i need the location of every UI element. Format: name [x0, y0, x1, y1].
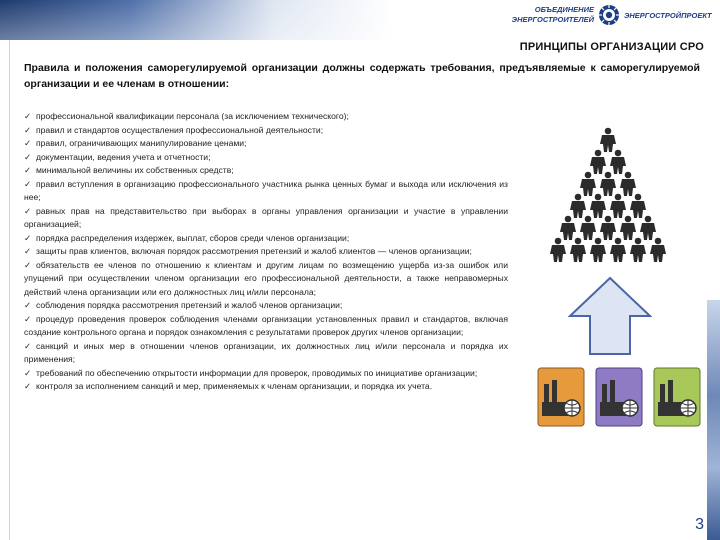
checkmark-icon: ✓ [24, 138, 32, 148]
list-item-text: санкций и иных мер в отношении членов организации, их должностных лиц и/или персонала и порядка их применения; [24, 340, 508, 364]
checkmark-icon: ✓ [24, 232, 32, 243]
list-item-text: профессиональной квалификации персонала (за исключением технического); [36, 111, 349, 121]
page-number: 3 [695, 516, 704, 533]
checkmark-icon: ✓ [24, 165, 32, 175]
checkmark-icon: ✓ [24, 340, 32, 351]
logo-text-left [494, 5, 594, 25]
list-item [24, 124, 508, 138]
checkmark-icon: ✓ [24, 381, 32, 391]
list-item [24, 259, 508, 300]
list-item [24, 137, 508, 151]
checkmark-icon: ✓ [24, 246, 32, 256]
left-frame-line [9, 40, 10, 540]
list-item [24, 205, 508, 232]
checkmark-icon: ✓ [24, 313, 32, 324]
requirements-list [24, 110, 508, 394]
checkmark-icon: ✓ [24, 259, 32, 270]
logo-emblem-icon [598, 4, 620, 26]
list-item-text: порядка распределения издержек, выплат, сборов среди членов организации; [36, 232, 350, 243]
list-item [24, 245, 508, 259]
checkmark-icon: ✓ [24, 205, 32, 216]
checkmark-icon: ✓ [24, 151, 32, 162]
list-item [24, 151, 508, 165]
list-item-text: правил, ограничивающих манипулирование ценами; [36, 138, 247, 148]
list-item-text: соблюдения порядка рассмотрения претензий и жалоб членов организации; [36, 300, 343, 310]
list-item-text: минимальной величины их собственных средств; [36, 165, 234, 175]
up-arrow-icon [568, 276, 652, 356]
member-organizations-illustration [528, 366, 714, 436]
list-item [24, 232, 508, 246]
factory-globe-icon [652, 366, 702, 428]
page-title: ПРИНЦИПЫ ОРГАНИЗАЦИИ СРО [519, 41, 704, 53]
list-item-text: процедур проведения проверок соблюдения членами организации установленных правил и стандартов, включая создание контрольного органа и порядок ознакомления с результатами проверок других членов организации; [24, 313, 508, 337]
list-item [24, 164, 508, 178]
list-item-text: обязательств ее членов по отношению к клиентам и другим лицам по возмещению ущерба из-за ошибок или упущений при осуществлении членом организации его профессиональной деятельности, а также неправомерных действий члена организации или его должностных лиц и/или персонала; [24, 259, 508, 297]
checkmark-icon: ✓ [24, 111, 32, 121]
checkmark-icon: ✓ [24, 300, 32, 310]
list-item-text: защиты прав клиентов, включая порядок рассмотрения претензий и жалоб клиентов — членов организации; [36, 246, 472, 256]
checkmark-icon: ✓ [24, 178, 32, 189]
list-item [24, 380, 508, 394]
top-banner-shade [0, 0, 420, 40]
list-item [24, 340, 508, 367]
people-pyramid-icon [538, 122, 678, 272]
list-item [24, 178, 508, 205]
logo-left-line1: ОБЪЕДИНЕНИЕ [534, 5, 594, 14]
list-item-text: равных прав на представительство при выборах в органы управления организации и участие в управлении организацией; [24, 205, 508, 229]
logo-left-line2: ЭНЕРГОСТРОИТЕЛЕЙ [511, 15, 594, 24]
logo-text-right: ЭНЕРГОСТРОЙПРОЕКТ [624, 11, 712, 20]
list-item [24, 110, 508, 124]
list-item [24, 313, 508, 340]
list-item-text: контроля за исполнением санкций и мер, применяемых к членам организации, и порядка их учета. [36, 381, 433, 391]
checkmark-icon: ✓ [24, 124, 32, 135]
list-item [24, 367, 508, 381]
list-item-text: правил и стандартов осуществления профессиональной деятельности; [36, 124, 324, 135]
list-item-text: правил вступления в организацию профессионального участника рынка ценных бумаг и выхода или исключения из нее; [24, 178, 508, 202]
intro-paragraph: Правила и положения саморегулируемой организации должны содержать требования, предъявляемые к саморегулируемой организации и ее членам в отношении: [24, 62, 700, 90]
list-item-text: требований по обеспечению открытости информации для проверок, проводимых по инициативе организации; [36, 367, 478, 378]
header-logo [494, 4, 714, 34]
list-item [24, 299, 508, 313]
factory-globe-icon [536, 366, 586, 428]
factory-globe-icon [594, 366, 644, 428]
list-item-text: документации, ведения учета и отчетности; [36, 151, 211, 162]
checkmark-icon: ✓ [24, 367, 32, 378]
